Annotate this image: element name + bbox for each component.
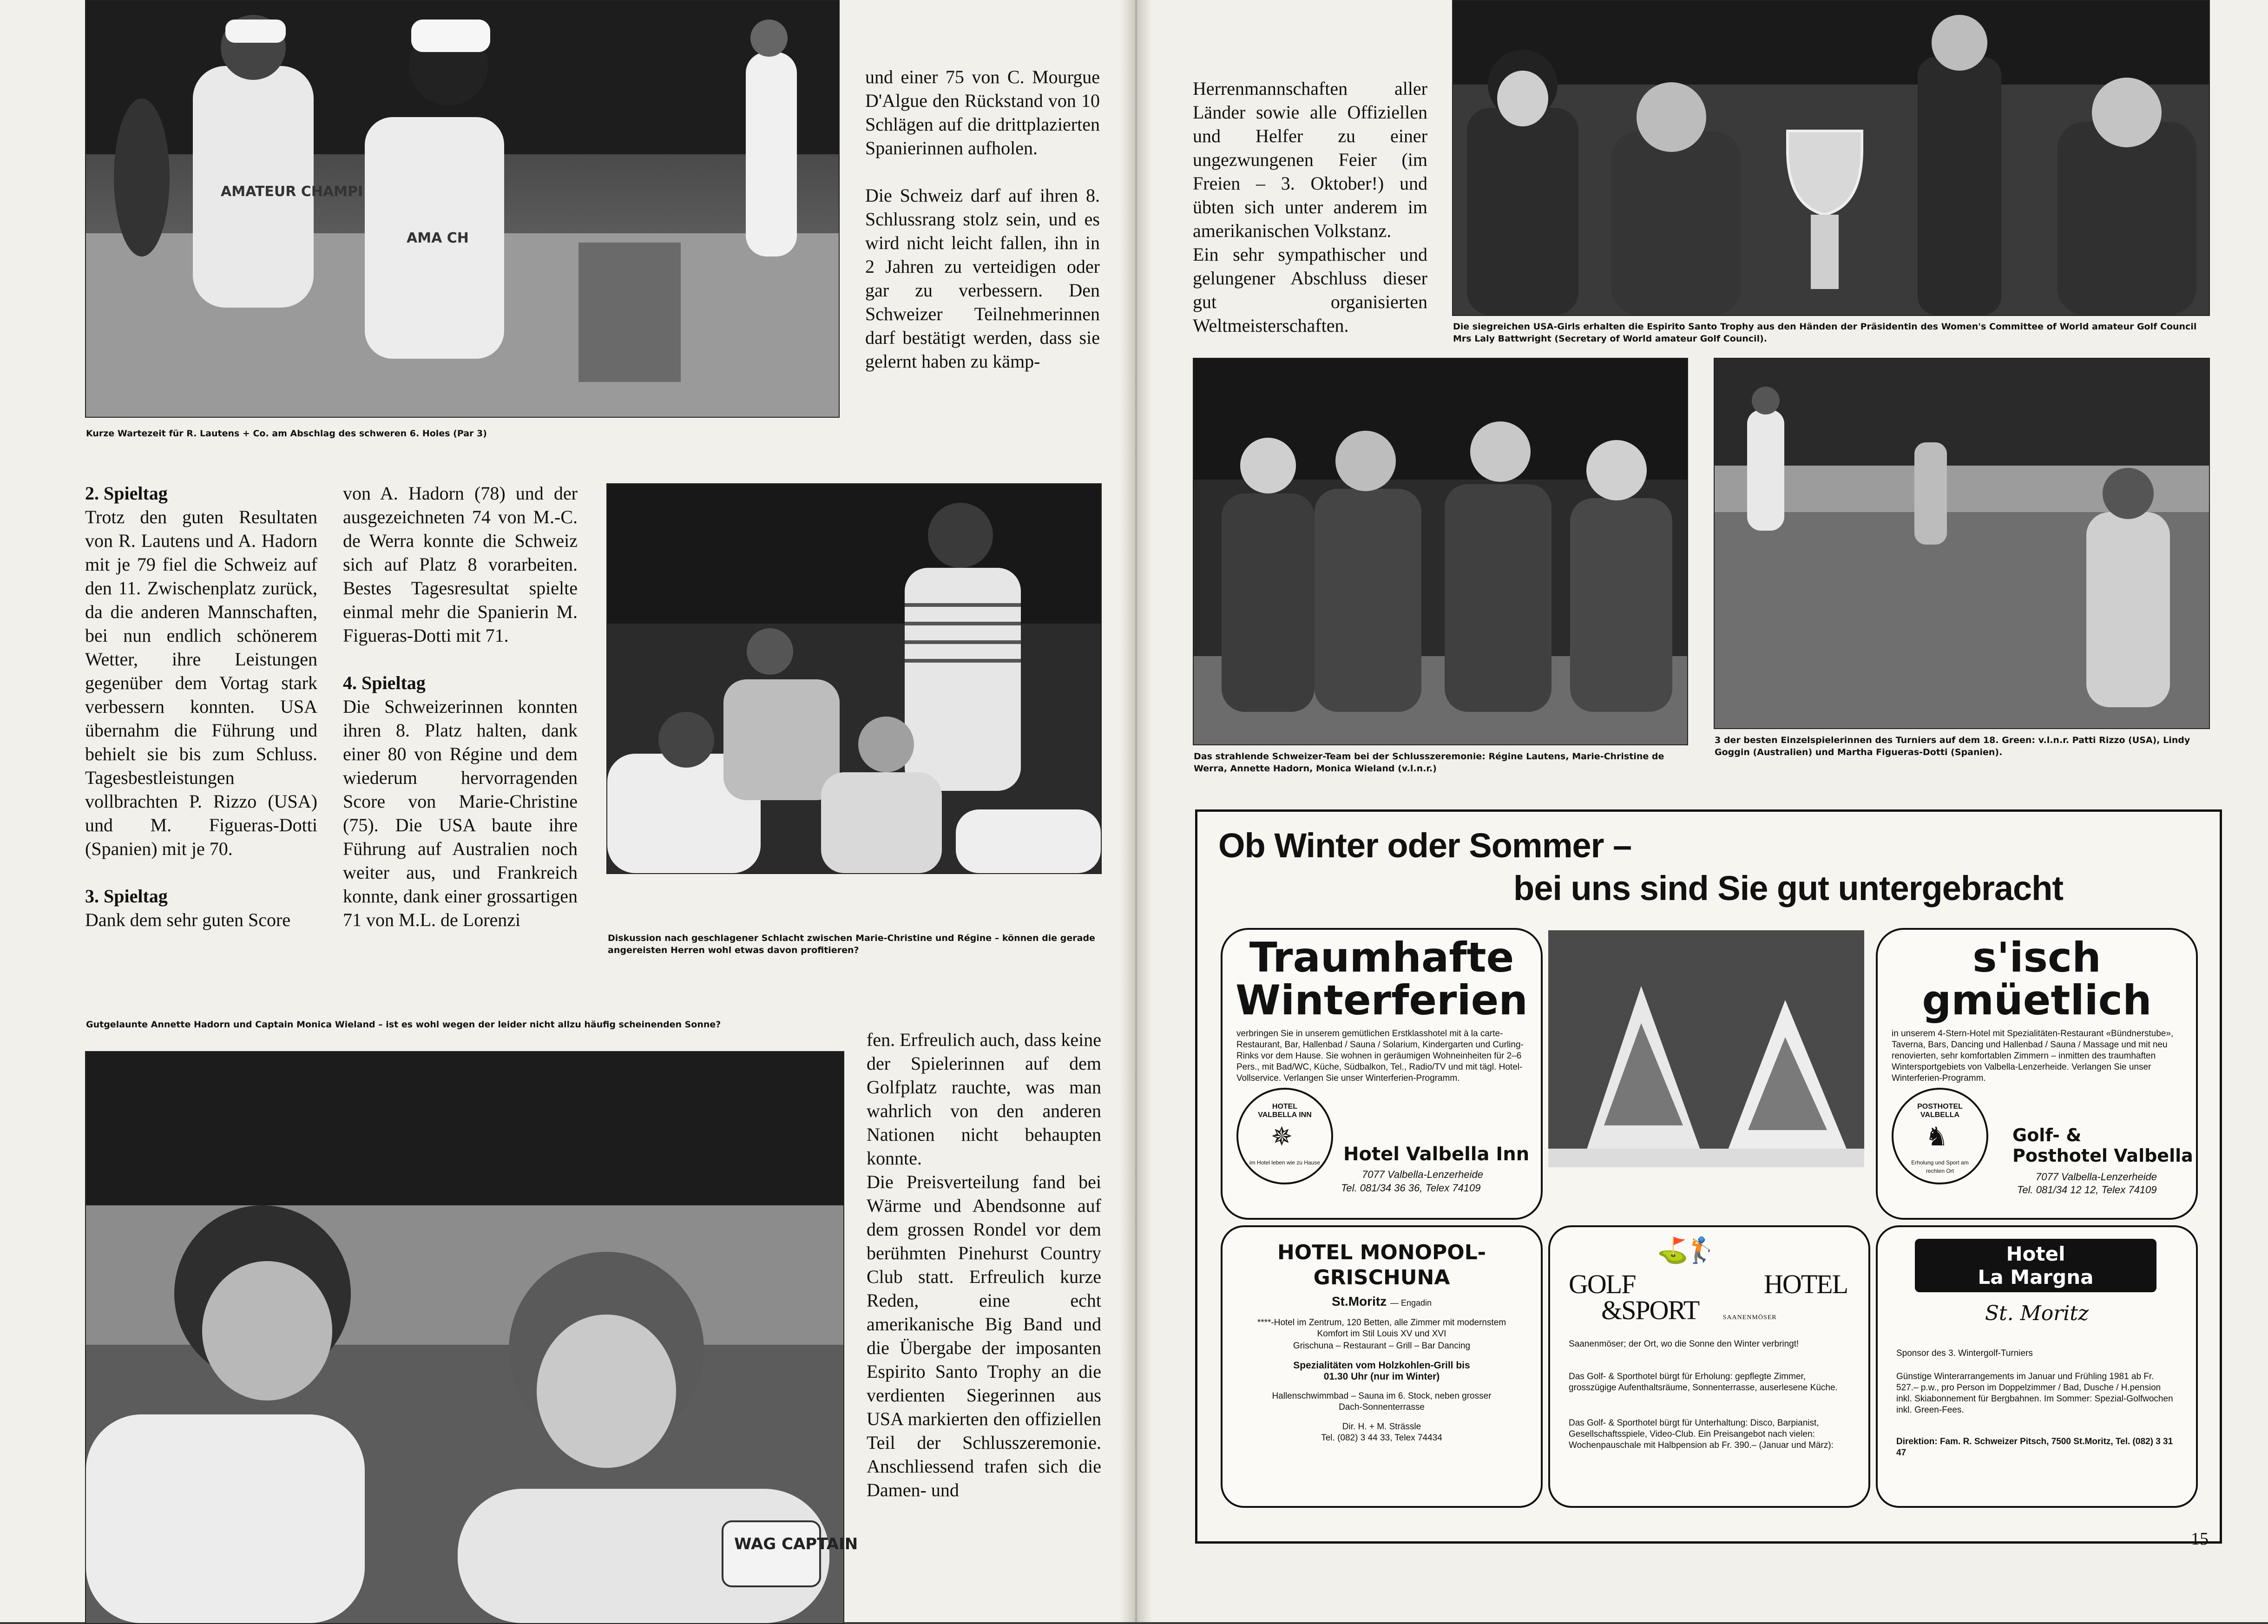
heading-spieltag-4: 4. Spieltag [343, 672, 426, 693]
ad-headline-1: Ob Winter oder Sommer – [1218, 826, 1632, 865]
valbella-inn-name: Hotel Valbella Inn [1343, 1144, 1530, 1165]
ad-golf-sport-hotel [1548, 1225, 1870, 1508]
column-right-top [1193, 77, 1427, 337]
paragraph: fen. Erfreulich auch, dass keine der Spielerinnen auf dem Golfplatz rauchte, was man wahrlich von den anderen Nationen nicht behaupten konnte. [867, 1029, 1101, 1169]
column-a [85, 481, 317, 932]
seal-top-text: POSTHOTEL VALBELLA [1917, 1103, 1963, 1119]
la-margna-banner [1915, 1239, 2156, 1292]
golfsport-p3: Das Golf- & Sporthotel bürgt für Unterhaltung: Disco, Barpianist, Gesellschaftsspiele, Video-Club. Ein Preisangebot nach vielen: Wochenpauschale mit Halbpension ab Fr. 390.– (Januar und März): [1569, 1418, 1834, 1450]
caption-trophy: Die siegreichen USA-Girls erhalten die Espirito Santo Trophy aus den Händen der Präsidentin des Women's Committee of World amateur Golf Council Mrs Laly Battwright (Secretary of World amateur Golf Council). [1453, 322, 2197, 344]
horse-rider-icon: ♞ [1925, 1122, 1949, 1152]
ad-headline-2: bei uns sind Sie gut untergebracht [1513, 869, 2064, 907]
photo-swiss-team [1193, 358, 1688, 745]
ad-valbella-inn [1221, 928, 1543, 1220]
posthotel-name-1: Golf- & [2012, 1125, 2082, 1145]
heading-spieltag-2: 2. Spieltag [85, 483, 168, 504]
posthotel-title-2: gmüetlich [1922, 976, 2152, 1024]
posthotel-name-2: Posthotel Valbella [2012, 1145, 2193, 1166]
golfsport-p1: Saanenmöser; der Ort, wo die Sonne den Winter verbringt! [1569, 1339, 1799, 1349]
monopol-pool: Hallenschwimmbad – Sauna im 6. Stock, neben grosser Dach-Sonnenterrasse [1272, 1391, 1492, 1412]
paragraph: und einer 75 von C. Mourgue D'Algue den Rückstand von 10 Schlägen auf die drittplazierten Spanierinnen aufholen. [865, 66, 1100, 158]
star-icon: ✵ [1271, 1122, 1293, 1152]
paragraph: Dank dem sehr guten Score [85, 909, 291, 930]
valbella-inn-seal [1236, 1088, 1333, 1184]
ad-hotel-la-margna [1876, 1225, 2198, 1508]
left-page [0, 0, 1134, 1622]
spine-gutter [1120, 0, 1152, 1622]
monopol-phone: Tel. (082) 3 44 33, Telex 74434 [1321, 1433, 1442, 1443]
valbella-inn-title-2: Winterferien [1236, 976, 1528, 1024]
valbella-inn-phone: Tel. 081/34 36 36, Telex 74109 [1341, 1182, 1481, 1194]
golfsport-logo [1569, 1271, 1847, 1331]
monopol-location-city: St.Moritz [1331, 1294, 1387, 1308]
paragraph: Die Schweizerinnen konnten ihren 8. Platz halten, dank einer 80 von Régine und dem wiederum hervorragenden Score von Marie-Christine (75). Die USA baute ihre Führung auf Australien noch weiter aus, und Frankreich konnte, dank einer grossartigen 71 von M.L. de Lorenzi [343, 696, 578, 930]
paragraph: Trotz den guten Resultaten von R. Lautens und A. Hadorn mit je 79 fiel die Schweiz auf den 11. Zwischenplatz zurück, da die anderen Mannschaften, bei nun endlich schönerem Wetter, ihre Leistungen gegenüber dem Vortag stark verbessern konnten. USA übernahm die Führung und behielt sie bis zum Schluss. Tagesbestleistungen vollbrachten P. Rizzo (USA) und M. Figueras-Dotti (Spanien) mit je 70. [85, 506, 317, 859]
logo-hotel: HOTEL [1763, 1269, 1847, 1299]
monopol-owner: Dir. H. + M. Strässle [1342, 1422, 1421, 1432]
ad-posthotel-valbella [1876, 928, 2198, 1220]
caption-swiss-team: Das strahlende Schweizer-Team bei der Schlusszeremonie: Régine Lautens, Marie-Christine de Werra, Annette Hadorn, Monica Wieland (v.l.n.r.) [1194, 751, 1664, 774]
heading-spieltag-3: 3. Spieltag [85, 886, 168, 907]
monopol-title-1: HOTEL MONOPOL- [1277, 1241, 1486, 1264]
la-margna-title-1: Hotel [2006, 1243, 2065, 1265]
shirt-lettering-1: AMATEUR CHAMPI [221, 184, 363, 200]
la-margna-body: Günstige Winterarrangements im Januar und Frühling 1981 ab Fr. 527.– p.w., pro Person im Doppelzimmer / Bad, Dusche / H.pension inkl. Skiabonnement für Bergbahnen. Im Sommer: Spezial-Golfwochen inkl. Green-Fees. [1896, 1372, 2173, 1415]
ad-hotel-monopol [1221, 1225, 1543, 1508]
posthotel-body: in unserem 4-Stern-Hotel mit Spezialitäten-Restaurant «Bündnerstube», Taverna, Bars, Dancing und Hallenbad / Sauna / Massage und mit neu renovierten, sehr komfortablen Zimmern – inmitten des traumhaften Wintersportgebiets von Valbella-Lenzerheide. Verlangen Sie unser Winterferien-Programm. [1892, 1029, 2174, 1083]
monopol-location [1223, 1294, 1541, 1309]
photo-hadorn-wieland [85, 1051, 858, 1624]
column-b [343, 481, 578, 932]
valbella-inn-address: 7077 Valbella-Lenzerheide [1362, 1169, 1483, 1180]
shirt-lettering-2: AMA CH [407, 230, 469, 246]
caption-bottom-photo: Gutgelaunte Annette Hadorn und Captain Monica Wieland – ist es wohl wegen der leider nicht allzu häufig scheinenden Sonne? [86, 1019, 721, 1030]
photo-trophy-ceremony [1452, 0, 2210, 316]
logo-sport: &SPORT [1601, 1295, 1699, 1325]
monopol-location-sub: — Engadin [1390, 1298, 1432, 1308]
la-margna-title-2: La Margna [1978, 1266, 2094, 1289]
paragraph: von A. Hadorn (78) und der ausgezeichneten 74 von M.-C. de Werra konnte die Schweiz sich auf Platz 8 vorarbeiten. Bestes Tagesresultat spielte einmal mehr die Spanierin M. Figueras-Dotti mit 71. [343, 483, 578, 646]
monopol-special: Spezialitäten vom Holzkohlen-Grill bis 01.30 Uhr (nur im Winter) [1293, 1360, 1470, 1382]
logo-golf: GOLF [1569, 1269, 1636, 1299]
seal-top-text: HOTEL VALBELLA INN [1258, 1103, 1312, 1119]
caption-18th-green: 3 der besten Einzelspielerinnen des Turniers auf dem 18. Green: v.l.n.r. Patti Rizzo (USA), Lindy Goggin (Australien) und Martha Figueras-Dotti (Spanien). [1715, 735, 2190, 757]
posthotel-title-1: s'isch [1972, 934, 2101, 981]
paragraph: Herrenmannschaften aller Länder sowie alle Offiziellen und Helfer zu einer ungezwungenen Feier (im Freien – 3. Oktober!) und übten sich unter anderem im amerikanischen Volkstanz. [1193, 78, 1427, 241]
valbella-inn-title-1: Traumhafte [1249, 934, 1514, 981]
seal-bottom-text: im Hotel leben wie zu Hause [1249, 1159, 1321, 1166]
la-margna-script: St. Moritz [1985, 1302, 2089, 1325]
column-bottom-right [867, 1028, 1101, 1502]
photo-18th-green [1714, 358, 2210, 729]
photo-tee-waiting [85, 0, 840, 418]
paragraph: Ein sehr sympathischer und gelungener Abschluss dieser gut organisierten Weltmeisterschaften. [1193, 244, 1427, 336]
column-top-right [865, 65, 1100, 373]
paragraph: Die Schweiz darf auf ihren 8. Schlussrang stolz sein, und es wird nicht leicht fallen, ihn in 2 Jahren zu verteidigen oder gar zu verbessern. Den Schweizer Teilnehmerinnen darf bestätigt werden, dass sie gelernt haben zu kämp- [865, 185, 1100, 372]
monopol-title-2: GRISCHUNA [1313, 1266, 1450, 1289]
armband-lettering: WAG CAPTAIN [734, 1535, 858, 1553]
page-number: 15 [2191, 1529, 2209, 1549]
posthotel-address: 7077 Valbella-Lenzerheide [2036, 1171, 2157, 1183]
golfsport-p2: Das Golf- & Sporthotel bürgt für Erholung: gepflegte Zimmer, grosszügige Aufenthaltsräume, Sonnenterrasse, auserlesene Küche. [1569, 1372, 1838, 1393]
photo-discussion [606, 483, 1102, 874]
seal-bottom-text: Erholung und Sport am rechten Ort [1911, 1159, 1969, 1174]
hotel-advertisement [1195, 809, 2222, 1544]
golfers-icon: ⛳🏌 [1657, 1236, 1714, 1265]
posthotel-phone: Tel. 081/34 12 12, Telex 74109 [2017, 1184, 2157, 1196]
logo-small: SAANENMÖSER [1722, 1314, 1777, 1321]
monopol-restaurants: Grischuna – Restaurant – Grill – Bar Dancing [1293, 1341, 1471, 1351]
posthotel-seal [1892, 1088, 1988, 1184]
la-margna-sponsor: Sponsor des 3. Wintergolf-Turniers [1896, 1348, 2033, 1358]
paragraph: Die Preisverteilung fand bei Wärme und Abendsonne auf dem grossen Rondel vor dem berühmten Pinehurst Country Club statt. Erfreulich kurze Reden, eine echt amerikanische Big Band und die Übergabe der imposanten Espirito Santo Trophy an die verdienten Siegerinnen aus USA markierten den offiziellen Teil der Schlusszeremonie. Anschliessend trafen sich die Damen- und [867, 1171, 1101, 1500]
valbella-inn-body: verbringen Sie in unserem gemütlichen Erstklasshotel mit à la carte-Restaurant, Bar, Hallenbad / Sauna / Solarium, Kindergarten und Curling-Rinks vor dem Hause. Sie wohnen in geräumigen Wohneinheiten für 2–6 Pers., mit Bad/WC, Küche, Südbalkon, Tel., Radio/TV und mit tägl. Hotel-Vollservice. Verlangen Sie unser Winterferien-Programm. [1236, 1029, 1524, 1083]
caption-top-photo: Kurze Wartezeit für R. Lautens + Co. am Abschlag des schweren 6. Holes (Par 3) [86, 428, 487, 439]
la-margna-direction: Direktion: Fam. R. Schweizer Pitsch, 7500 St.Moritz, Tel. (082) 3 31 47 [1896, 1437, 2173, 1458]
photo-snowy-trees [1548, 930, 1864, 1167]
monopol-body: ****-Hotel im Zentrum, 120 Betten, alle Zimmer mit modernstem Komfort im Stil Louis XV und XVI [1257, 1318, 1506, 1339]
caption-mid-photo: Diskussion nach geschlagener Schlacht zwischen Marie-Christine und Régine – können die gerade angereisten Herren wohl etwas davon profitieren? [608, 933, 1095, 955]
